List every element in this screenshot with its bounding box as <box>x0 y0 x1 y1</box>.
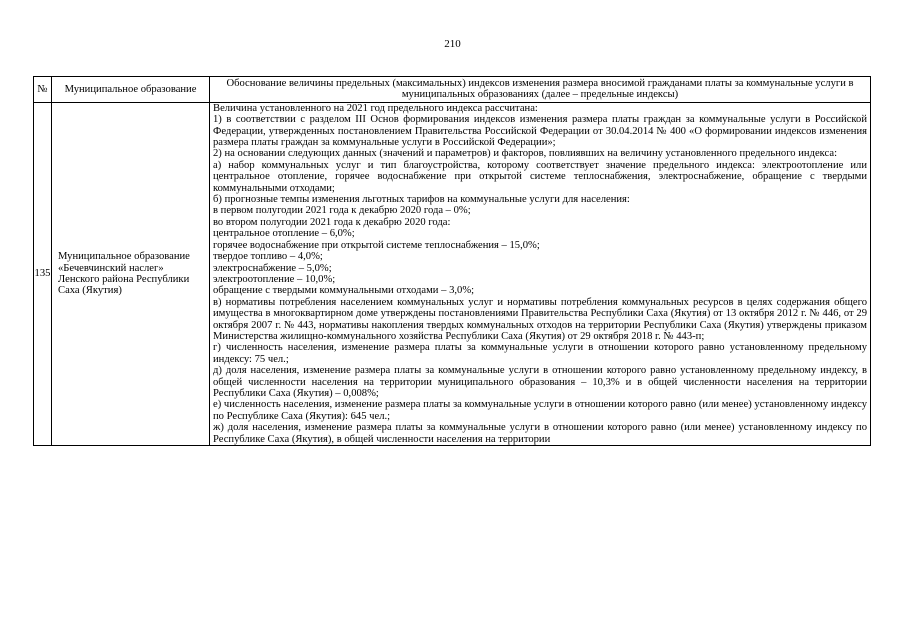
justification-paragraph: г) численность населения, изменение размера платы за коммунальные услуги в отношении которого равно установленному предельному индексу: 75 чел.; <box>213 342 867 365</box>
justification-paragraph: в) нормативы потребления населением коммунальных услуг и нормативы потребления коммунальных ресурсов в целях содержания общего имущества в многоквартирном доме утверждены постановлениями Правительства Республики Саха (Якутия) от 13 октября 2012 г. № 446, от 29 октября 2007 г. № 443, нормативы накопления твердых коммунальных отходов на территории Республики Саха (Якутия) утверждены приказом Министерства жилищно-коммунального хозяйства Республики Саха (Якутия) от 29 октября 2018 г. № 443-п; <box>213 296 867 342</box>
row-number: 135 <box>34 102 52 445</box>
header-number: № <box>34 77 52 103</box>
justification-paragraph: е) численность населения, изменение размера платы за коммунальные услуги в отношении которого равно (или менее) установленному индексу по Республике Саха (Якутия): 645 чел.; <box>213 399 867 422</box>
justification-paragraph: в первом полугодии 2021 года к декабрю 2020 года – 0%; <box>213 205 471 217</box>
justification-paragraph: твердое топливо – 4,0%; <box>213 251 323 263</box>
header-justification: Обоснование величины предельных (максимальных) индексов изменения размера вносимой гражданами платы за коммунальные услуги в муниципальных образованиях (далее – предельные индексы) <box>210 77 871 103</box>
justification-paragraph: горячее водоснабжение при открытой системе теплоснабжения – 15,0%; <box>213 239 540 251</box>
page-number: 210 <box>444 38 461 50</box>
justification-paragraph: д) доля населения, изменение размера платы за коммунальные услуги в отношении которого равно установленному предельному индексу, в общей численности населения на территории муниципального образования – 10,3% и в общей численности населения на территории Республики Саха (Якутия) – 0,008%; <box>213 365 867 399</box>
justification-paragraph: б) прогнозные темпы изменения льготных тарифов на коммунальные услуги для населения: <box>213 194 630 206</box>
justification-text <box>210 102 871 445</box>
justification-paragraph: ж) доля населения, изменение размера платы за коммунальные услуги в отношении которого равно (или менее) установленному индексу по Республике Саха (Якутия), в общей численности населения на территории <box>213 422 867 445</box>
justification-table <box>33 76 871 446</box>
justification-paragraph: электроснабжение – 5,0%; <box>213 262 332 274</box>
table-header-row <box>34 77 871 103</box>
justification-paragraph: 2) на основании следующих данных (значений и параметров) и факторов, повлиявших на величину установленного предельного индекса: <box>213 148 838 160</box>
justification-paragraph: электроотопление – 10,0%; <box>213 273 336 285</box>
justification-paragraph: центральное отопление – 6,0%; <box>213 228 355 240</box>
table-row <box>34 102 871 445</box>
municipality-name: Муниципальное образование «Бечевчинский наслег» Ленского района Республики Саха (Якутия) <box>52 102 210 445</box>
justification-paragraph: Величина установленного на 2021 год предельного индекса рассчитана: <box>213 102 538 114</box>
justification-paragraph: во втором полугодии 2021 года к декабрю 2020 года: <box>213 216 451 228</box>
justification-paragraph: 1) в соответствии с разделом III Основ формирования индексов изменения размера платы граждан за коммунальные услуги в Российской Федерации, утвержденных постановлением Правительства Российской Федерации от 30.04.2014 № 400 «О формировании индексов изменения размера платы граждан за коммунальные услуги в Российской Федерации»; <box>213 114 867 149</box>
justification-paragraph: а) набор коммунальных услуг и тип благоустройства, которому соответствует значение предельного индекса: электроотопление или центральное отопление, горячее водоснабжение при открытой системе теплоснабжения, электроснабжение, обращение с твердыми коммунальными отходами; <box>213 159 867 194</box>
justification-paragraph: обращение с твердыми коммунальными отходами – 3,0%; <box>213 285 475 297</box>
header-municipality: Муниципальное образование <box>52 77 210 103</box>
